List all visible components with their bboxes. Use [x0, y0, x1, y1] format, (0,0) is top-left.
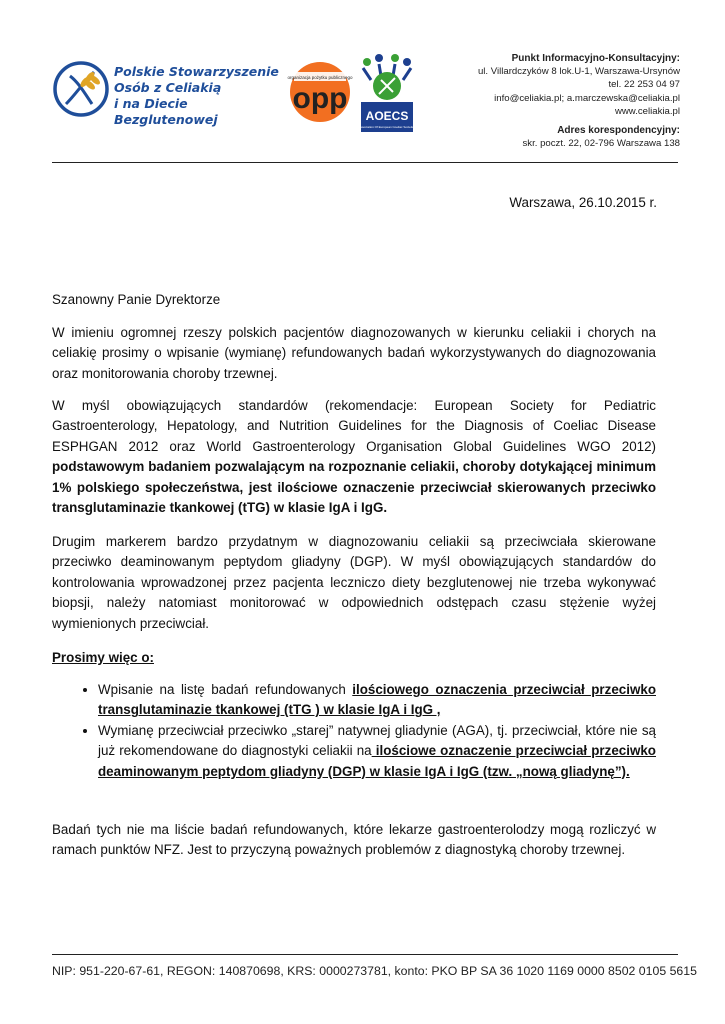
opp-logo	[286, 58, 354, 126]
contact-title: Punkt Informacyjno-Konsultacyjny:	[511, 53, 680, 64]
contact-phone: tel. 22 253 04 97	[608, 79, 680, 91]
correspondence-title: Adres korespondencyjny:	[557, 125, 680, 137]
header-divider	[52, 162, 678, 163]
paragraph-standards	[52, 396, 656, 518]
list-item-text: Wymianę przeciwciał przeciwko „starej” natywnej gliadynie (AGA), tj. przeciwciał, które nie są już rekomendowane do diagnostyki celiakii na	[98, 722, 656, 759]
paragraph-standards-text: W myśl obowiązujących standardów (rekomendacje: European Society for Pediatric Gastroenterology, Hepatology, and Nutrition Guidelines for the Diagnosis of Coeliac Disease ESPHGAN 2012 oraz World Gastroenterology Organisation Global Guidelines WGO 2012)	[52, 398, 656, 454]
request-list	[52, 680, 656, 782]
opp-text: opp	[292, 82, 348, 115]
salutation: Szanowny Panie Dyrektorze	[52, 292, 221, 307]
association-logo-text	[114, 64, 282, 128]
logo-line: i na Diecie Bezglutenowej	[114, 96, 218, 127]
paragraph-intro: W imieniu ogromnej rzeszy polskich pacjentów diagnozowanych w kierunku celiakii i chorych na celiakię prosimy o wpisanie (wymianę) refundowanych badań wykorzystywanych do diagnozowania oraz monitorowania choroby trzewnej.	[52, 325, 656, 381]
list-item-text: Wpisanie na listę badań refundowanych	[98, 682, 353, 697]
paragraph-closing: Badań tych nie ma liście badań refundowanych, które lekarze gastroenterolodzy mogą rozliczyć w ramach punktów NFZ. Jest to przyczyną poważnych problemów z diagnostyką choroby trzewnej.	[52, 822, 656, 858]
logo-line: Osób z Celiakią	[114, 80, 222, 95]
list-item	[98, 680, 656, 721]
wheat-circle-logo-icon	[52, 60, 110, 118]
paragraph-dgp-marker: Drugim markerem bardzo przydatnym w diagnozowaniu celiakii są przeciwciała skierowane przeciwko deaminowanym peptydom gliadyny (DGP). W myśl obowiązujących standardów do kontrolowania wprowadzonej przez pacjenta leczniczo diety bezglutenowej nie trzeba wykonywać biopsji, należy natomiast monitorować w odpowiednich odstępach czasu stężenie wyżej wymienionych przeciwciał.	[52, 534, 656, 631]
footer-divider	[52, 954, 678, 955]
list-item-emphasis: ilościowe oznaczenie przeciwciał przeciwko deaminowanym peptydom gliadyny (DGP) w klasie IgA i IgG (tzw. „nową gliadynę”).	[98, 743, 656, 779]
aoecs-logo	[357, 54, 417, 134]
request-heading: Prosimy więc o:	[52, 650, 154, 665]
contact-website[interactable]: www.celiakia.pl	[614, 105, 680, 117]
aoecs-subtext: Association Of European Coeliac Societies	[358, 125, 416, 129]
paragraph-standards-bold: podstawowym badaniem pozwalającym na rozpoznanie celiakii, choroby dotykającej minimum 1% polskiego społeczeństwa, jest ilościowe oznaczenie przeciwciał skierowanych przeciwko transglutaminazie tkankowej (tTG) w klasie IgA i IgG.	[52, 459, 656, 516]
letterhead	[52, 52, 680, 160]
logo-line: Polskie Stowarzyszenie	[114, 64, 279, 79]
aoecs-figures-icon	[363, 54, 411, 100]
list-item-emphasis: ilościowego oznaczenia przeciwciał przeciwko transglutaminazie tkankowej (tTG ) w klasie IgA i IgG ,	[98, 682, 656, 718]
opp-small-text: organizacja pożytku publicznego	[287, 75, 353, 80]
association-logo	[52, 60, 282, 127]
footer-registration: NIP: 951-220-67-61, REGON: 140870698, KRS: 0000273781, konto: PKO BP SA 36 1020 1169 0000 8502 0105 5615	[52, 964, 697, 978]
contact-email[interactable]: info@celiakia.pl; a.marczewska@celiakia.pl	[494, 92, 680, 104]
correspondence-address: skr. poczt. 22, 02-796 Warszawa 138	[522, 138, 680, 150]
letter-date: Warszawa, 26.10.2015 r.	[509, 195, 657, 210]
aoecs-text: AOECS	[365, 109, 409, 123]
list-item	[98, 721, 656, 782]
contact-block	[478, 52, 680, 150]
contact-address: ul. Villardczyków 8 lok.U-1, Warszawa-Ursynów	[477, 66, 680, 78]
